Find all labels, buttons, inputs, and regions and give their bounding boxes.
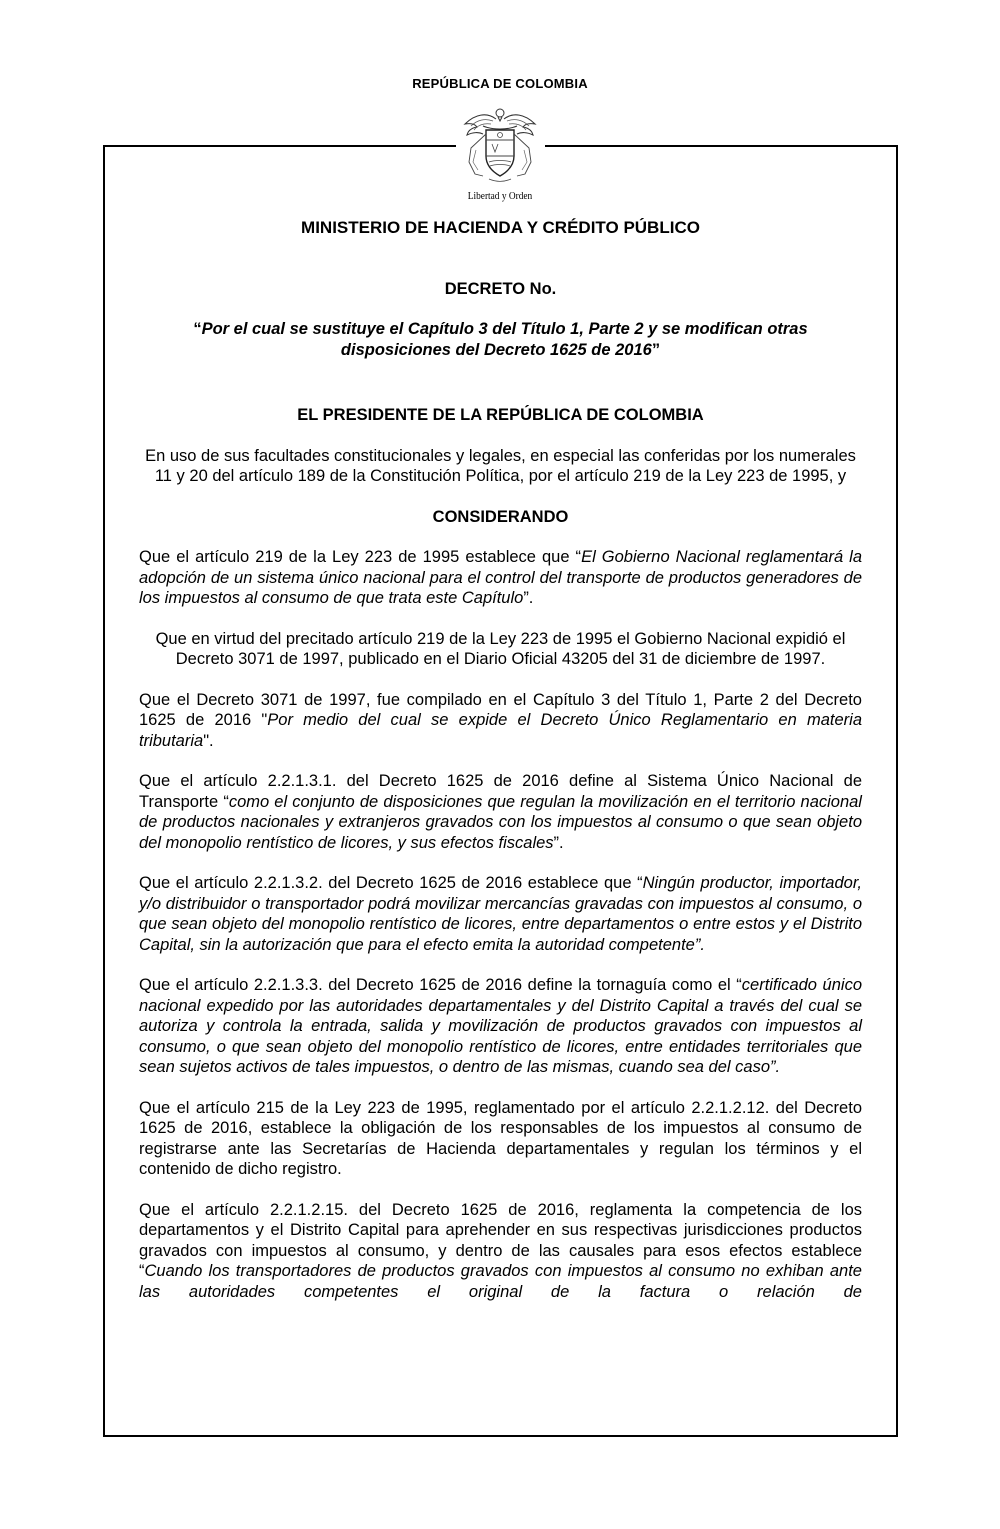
- title-close-quote: ”: [651, 340, 661, 359]
- paragraph-text: Que el artículo 2.2.1.3.1. del Decreto 1625 de 2016 define al Sistema Único Nacional de Transporte “: [139, 772, 862, 811]
- paragraph-text: Que el artículo 2.2.1.3.2. del Decreto 1625 de 2016 establece que “: [139, 874, 643, 892]
- considerando-heading: CONSIDERANDO: [432, 507, 569, 526]
- frame-top-right-rule: [545, 145, 896, 147]
- paragraph-quote: certificado único nacional expedido por las autoridades departamentales y del Distrito Capital a través del cual se autoriza y controla la entrada, salida y movilización de productos gravados con impuestos al consumo, o que sean objeto del monopolio rentístico de licores, entre entidades territoriales que sean sujetos activos de tales impuestos, o dentro de las mismas, cuando sea del caso”.: [139, 976, 863, 1076]
- paragraph-quote: como el conjunto de disposiciones que regulan la movilización en el territorio nacional de productos nacionales y extranjeros gravados con los impuestos al consumo o que sean objeto del monopolio rentístico de licores, y sus efectos fiscales: [139, 792, 862, 852]
- considerando-paragraph: [139, 690, 862, 752]
- considerando-paragraph: [139, 629, 862, 670]
- considerando-paragraph: [139, 771, 862, 853]
- title-open-quote: “: [193, 320, 202, 338]
- paragraph-quote: Ningún productor, importador, y/o distribuidor o transportador podrá movilizar mercancías gravadas con impuestos al consumo, o que sean objeto del monopolio rentístico de licores, entre departamentos o entre estos y el Distrito Capital, sin la autorización que para el efecto emita la autoridad competente”.: [139, 874, 862, 954]
- considerando-paragraph: [139, 975, 862, 1078]
- paragraph-text: Que el artículo 2.2.1.2.15. del Decreto 1625 de 2016, reglamenta la competencia de los departamentos y el Distrito Capital para aprehender en sus respectivas jurisdicciones productos gravados con impuestos al consumo, y dentro de las causales para esos efectos establece “: [139, 1200, 862, 1280]
- paragraph-quote: Por medio del cual se expide el Decreto Único Reglamentario en materia tributaria: [139, 711, 863, 750]
- president-heading: EL PRESIDENTE DE LA REPÚBLICA DE COLOMBIA: [297, 406, 704, 424]
- paragraph-text: Que el artículo 219 de la Ley 223 de 1995 establece que “: [139, 548, 582, 566]
- paragraph-text: Que el artículo 215 de la Ley 223 de 1995, reglamentado por el artículo 2.2.1.2.12. del Decreto 1625 de 2016, establece la obligación de los responsables de los impuestos al consumo de registrarse ante las Secretarías de Hacienda departamentales y regulan los términos y el contenido de dicho registro.: [139, 1098, 862, 1178]
- ministry-title: MINISTERIO DE HACIENDA Y CRÉDITO PÚBLICO: [301, 218, 700, 237]
- facultades-paragraph: En uso de sus facultades constitucionales y legales, en especial las conferidas por los numerales 11 y 20 del artículo 189 de la Constitución Política, por el artículo 219 de la Ley 223 de 1995, y: [145, 446, 856, 485]
- title-text: Por el cual se sustituye el Capítulo 3 del Título 1, Parte 2 y se modifican otras disposiciones del Decreto 1625 de 2016: [201, 320, 808, 359]
- national-seal: [458, 104, 542, 204]
- considerando-paragraph: [139, 547, 862, 609]
- document-body: [139, 218, 862, 1302]
- coat-of-arms-icon: [459, 104, 541, 190]
- considerando-paragraph: [139, 873, 862, 955]
- paragraph-tail: ”.: [523, 589, 534, 607]
- decree-title: [139, 319, 862, 360]
- paragraph-text: Que el artículo 2.2.1.3.3. del Decreto 1625 de 2016 define la tornaguía como el “: [139, 976, 742, 994]
- paragraph-text: Que el Decreto 3071 de 1997, fue compilado en el Capítulo 3 del Título 1, Parte 2 del Decreto 1625 de 2016 ": [139, 690, 862, 729]
- considerando-paragraph: [139, 1098, 862, 1180]
- frame-top-left-rule: [103, 145, 456, 147]
- seal-motto: Libertad y Orden: [467, 190, 533, 202]
- country-header: REPÚBLICA DE COLOMBIA: [412, 76, 588, 91]
- paragraph-quote: El Gobierno Nacional reglamentará la adopción de un sistema único nacional para el control del transporte de productos generadores de los impuestos al consumo de que trata este Capítulo: [139, 548, 862, 607]
- paragraph-text: Que en virtud del precitado artículo 219 de la Ley 223 de 1995 el Gobierno Nacional expidió el Decreto 3071 de 1997, publicado en el Diario Oficial 43205 del 31 de diciembre de 1997.: [155, 629, 846, 668]
- considerando-paragraph: [139, 1200, 862, 1303]
- paragraph-quote: Cuando los transportadores de productos gravados con impuestos al consumo no exhiban ante las autoridades competentes el original de la factura o relación de: [139, 1262, 862, 1301]
- decree-label: DECRETO No.: [444, 279, 557, 298]
- paragraph-tail: ".: [203, 731, 214, 750]
- paragraph-tail: ”.: [553, 833, 564, 852]
